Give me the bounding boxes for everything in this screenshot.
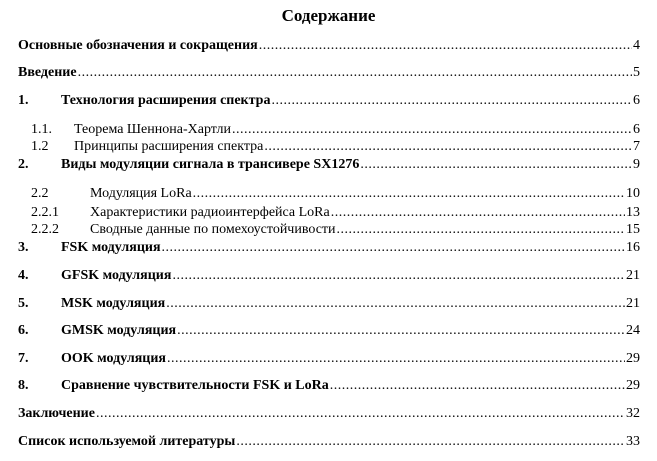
toc-entry-page: 5	[633, 65, 640, 80]
toc-entry-number: 1.	[18, 93, 29, 108]
dot-leader	[232, 122, 632, 138]
toc-entry-number: 1.2	[31, 139, 49, 154]
toc-entry-section-2[interactable]	[18, 157, 640, 173]
toc-entry-number: 6.	[18, 323, 29, 338]
toc-entry-text: Заключение	[18, 406, 95, 421]
dot-leader	[162, 240, 625, 256]
toc-entry-section-7[interactable]	[18, 351, 640, 367]
toc-entry-section-2-2-2[interactable]	[31, 222, 640, 238]
dot-leader	[271, 93, 632, 109]
toc-entry-page: 21	[626, 296, 640, 311]
toc-entry-page: 6	[633, 93, 640, 108]
toc-entry-number: 2.2	[31, 186, 49, 201]
dot-leader	[78, 65, 632, 81]
toc-entry-page: 7	[633, 139, 640, 154]
toc-entry-number: 2.2.2	[31, 222, 59, 237]
dot-leader	[167, 351, 625, 367]
toc-entry-section-1-2[interactable]	[31, 139, 640, 155]
page-title: Содержание	[281, 6, 376, 25]
toc-entry-introduction[interactable]	[18, 65, 640, 81]
toc-entry-text: GFSK модуляция	[61, 268, 172, 283]
toc-entry-text: Теорема Шеннона-Хартли	[74, 122, 232, 137]
dot-leader	[166, 296, 625, 312]
toc-entry-number: 8.	[18, 378, 29, 393]
dot-leader	[330, 378, 625, 394]
toc-entry-page: 24	[626, 323, 640, 338]
dot-leader	[177, 323, 625, 339]
toc-entry-page: 33	[626, 434, 640, 449]
toc-entry-page: 16	[626, 240, 640, 255]
toc-entry-page: 15	[626, 222, 640, 237]
toc-entry-text: Виды модуляции сигнала в трансивере SX1276	[61, 157, 360, 172]
toc-entry-page: 21	[626, 268, 640, 283]
toc-entry-text: FSK модуляция	[61, 240, 161, 255]
toc-entry-section-1-1[interactable]	[31, 122, 640, 138]
toc-entry-section-2-2-1[interactable]	[31, 205, 640, 221]
toc-entry-number: 4.	[18, 268, 29, 283]
toc-entry-text: OOK модуляция	[61, 351, 166, 366]
toc-entry-text: Модуляция LoRa	[90, 186, 192, 201]
toc-entry-number: 1.1.	[31, 122, 52, 137]
toc-entry-page: 29	[626, 351, 640, 366]
toc-entry-text: Характеристики радиоинтерфейса LoRa	[90, 205, 330, 220]
dot-leader	[172, 268, 625, 284]
dot-leader	[96, 406, 625, 422]
toc-entry-page: 13	[626, 205, 640, 220]
dot-leader	[264, 139, 632, 155]
toc-entry-conclusion[interactable]	[18, 406, 640, 422]
toc-entry-page: 6	[633, 122, 640, 137]
toc-entry-number: 5.	[18, 296, 29, 311]
toc-entry-text: Технология расширения спектра	[61, 93, 271, 108]
toc-entry-text: Принципы расширения спектра	[74, 139, 264, 154]
toc-entry-page: 9	[633, 157, 640, 172]
toc-entry-text: Введение	[18, 65, 77, 80]
dot-leader	[236, 434, 625, 450]
toc-entry-page: 29	[626, 378, 640, 393]
toc-entry-text: Список используемой литературы	[18, 434, 236, 449]
toc-entry-number: 2.2.1	[31, 205, 59, 220]
toc-entry-text: Сравнение чувствительности FSK и LoRa	[61, 378, 329, 393]
toc-entry-section-5[interactable]	[18, 296, 640, 312]
toc-entry-section-1[interactable]	[18, 93, 640, 109]
toc-entry-text: GMSK модуляция	[61, 323, 177, 338]
toc-entry-number: 2.	[18, 157, 29, 172]
toc-entry-page: 10	[626, 186, 640, 201]
toc-entry-text: Сводные данные по помехоустойчивости	[90, 222, 336, 237]
dot-leader	[331, 205, 625, 221]
dot-leader	[259, 38, 632, 54]
dot-leader	[337, 222, 625, 238]
toc-entry-section-8[interactable]	[18, 378, 640, 394]
toc-entry-section-3[interactable]	[18, 240, 640, 256]
toc-entry-section-4[interactable]	[18, 268, 640, 284]
toc-entry-text: Основные обозначения и сокращения	[18, 38, 258, 53]
toc-entry-section-2-2[interactable]	[31, 186, 640, 202]
toc-entry-text: MSK модуляция	[61, 296, 166, 311]
toc-entry-abbreviations[interactable]	[18, 38, 640, 54]
toc-entry-page: 32	[626, 406, 640, 421]
toc-entry-number: 3.	[18, 240, 29, 255]
toc-entry-number: 7.	[18, 351, 29, 366]
dot-leader	[193, 186, 625, 202]
toc-entry-page: 4	[633, 38, 640, 53]
toc-entry-section-6[interactable]	[18, 323, 640, 339]
toc-entry-references[interactable]	[18, 434, 640, 450]
dot-leader	[360, 157, 632, 173]
